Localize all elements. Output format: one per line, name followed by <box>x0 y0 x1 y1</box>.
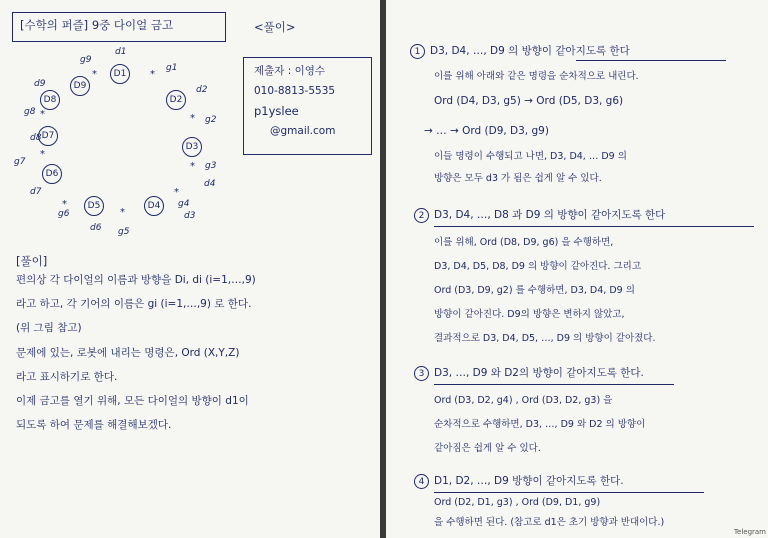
dial-d7: D7 <box>38 126 58 146</box>
body-line-5: 라고 표시하기로 한다. <box>16 371 118 383</box>
answer-label: <풀이> <box>254 20 296 34</box>
gear-label-g9: g9 <box>80 55 92 65</box>
step-number-1: 1 <box>410 44 425 59</box>
body-line-7: 되도록 하여 문제를 해결해보겠다. <box>16 419 172 431</box>
body-line-4: 문제에 있는, 로봇에 내리는 명령은, Ord (X,Y,Z) <box>16 347 240 359</box>
step-3-line-1: Ord (D3, D2, g4) , Ord (D3, D2, g3) 을 <box>434 395 613 406</box>
gear-mark-8: * <box>40 109 45 120</box>
step-2-line-1: 이를 위해, Ord (D8, D9, g6) 을 수행하면, <box>434 237 614 248</box>
body-line-1: 편의상 각 다이얼의 이름과 방향을 Di, di (i=1,…,9) <box>16 274 256 286</box>
dial-d5: D5 <box>84 196 104 216</box>
gear-mark-4: * <box>174 187 179 198</box>
gear-mark-2: * <box>190 113 195 124</box>
author-email-user: p1yslee <box>254 104 299 118</box>
gear-mark-7: * <box>40 149 45 160</box>
step-3-line-3: 같아짐은 쉽게 알 수 있다. <box>434 443 541 454</box>
dir-label-d9: d9 <box>34 79 46 89</box>
author-email-domain: @gmail.com <box>270 125 336 137</box>
page-title: [수학의 퍼즐] 9중 다이얼 금고 <box>20 18 174 32</box>
step-1-line-3: → … → Ord (D9, D3, g9) <box>424 125 549 137</box>
step-2-line-3: Ord (D3, D9, g2) 를 수행하면, D3, D4, D9 의 <box>434 285 635 296</box>
left-page <box>0 0 380 538</box>
section-label: [풀이] <box>16 254 48 268</box>
gear-label-g8: g8 <box>24 107 36 117</box>
author-name: 제출자 : 이영수 <box>254 65 326 77</box>
step-2-line-5: 결과적으로 D3, D4, D5, …, D9 의 방향이 같아졌다. <box>434 333 656 344</box>
dial-d9: D9 <box>70 76 90 96</box>
step-3-line-2: 순차적으로 수행하면, D3, …, D9 와 D2 의 방향이 <box>434 419 646 430</box>
step-number-3: 3 <box>414 366 429 381</box>
step-1-line-2: Ord (D4, D3, g5) → Ord (D5, D3, g6) <box>434 95 624 107</box>
gear-label-g7: g7 <box>14 157 26 167</box>
step-2-line-2: D3, D4, D5, D8, D9 의 방향이 같아진다. 그리고 <box>434 261 642 272</box>
gear-mark-9: * <box>92 69 97 80</box>
step-2-heading: D3, D4, …, D8 과 D9 의 방향이 같아지도록 한다 <box>434 209 666 221</box>
step-number-4: 4 <box>414 474 429 489</box>
right-page <box>386 0 768 538</box>
dial-d8: D8 <box>40 90 60 110</box>
gear-label-g4: g4 <box>178 199 190 209</box>
dir-label-d8: d8 <box>30 133 42 143</box>
dial-d2: D2 <box>166 90 186 110</box>
step-3-heading: D3, …, D9 와 D2의 방향이 같아지도록 한다. <box>434 367 644 379</box>
step-2-underline <box>434 226 754 227</box>
gear-mark-1: * <box>150 69 155 80</box>
gear-label-g3: g3 <box>205 161 217 171</box>
dial-d6: D6 <box>42 164 62 184</box>
step-1-line-5: 방향은 모두 d3 가 됨은 쉽게 알 수 있다. <box>434 173 602 184</box>
step-3-underline <box>434 384 674 385</box>
body-line-3: (위 그림 참고) <box>16 322 82 334</box>
author-phone: 010-8813-5535 <box>254 85 336 97</box>
gear-label-g1: g1 <box>166 63 178 73</box>
step-4-line-1: Ord (D2, D1, g3) , Ord (D9, D1, g9) <box>434 497 601 508</box>
gear-label-g6: g6 <box>58 209 70 219</box>
dial-d4: D4 <box>144 196 164 216</box>
step-1-heading: D3, D4, …, D9 의 방향이 같아지도록 한다 <box>430 45 630 57</box>
dir-label-d4: d4 <box>204 179 216 189</box>
watermark: Telegram <box>733 528 766 536</box>
gear-label-g5: g5 <box>118 227 130 237</box>
dir-label-d7: d7 <box>30 187 42 197</box>
step-4-underline <box>434 492 704 493</box>
step-2-line-4: 방향이 같아진다. D9의 방향은 변하지 않았고, <box>434 309 625 320</box>
step-number-2: 2 <box>414 208 429 223</box>
step-1-line-1: 이를 위해 아래와 같은 명령을 순차적으로 내린다. <box>434 71 639 82</box>
step-4-line-2: 을 수행하면 된다. (참고로 d1은 초기 방향과 반대이다.) <box>434 517 665 528</box>
dial-d3: D3 <box>182 137 202 157</box>
body-line-6: 이제 금고를 열기 위해, 모든 다이얼의 방향이 d1이 <box>16 395 249 407</box>
dir-label-d6: d6 <box>90 223 102 233</box>
gear-mark-5: * <box>120 207 125 218</box>
step-4-heading: D1, D2, …, D9 방향이 같아지도록 한다. <box>434 475 624 487</box>
dir-label-d1: d1 <box>115 47 127 57</box>
gear-mark-6: * <box>62 199 67 210</box>
dial-d1: D1 <box>110 64 130 84</box>
body-line-2: 라고 하고, 각 기어의 이름은 gi (i=1,…,9) 로 한다. <box>16 298 252 310</box>
gear-mark-3: * <box>190 161 195 172</box>
dir-label-d2: d2 <box>196 85 208 95</box>
dir-label-d3: d3 <box>184 211 196 221</box>
gear-label-g2: g2 <box>205 115 217 125</box>
step-1-line-4: 이들 명령이 수행되고 나면, D3, D4, … D9 의 <box>434 151 627 162</box>
step-1-underline <box>576 60 726 61</box>
